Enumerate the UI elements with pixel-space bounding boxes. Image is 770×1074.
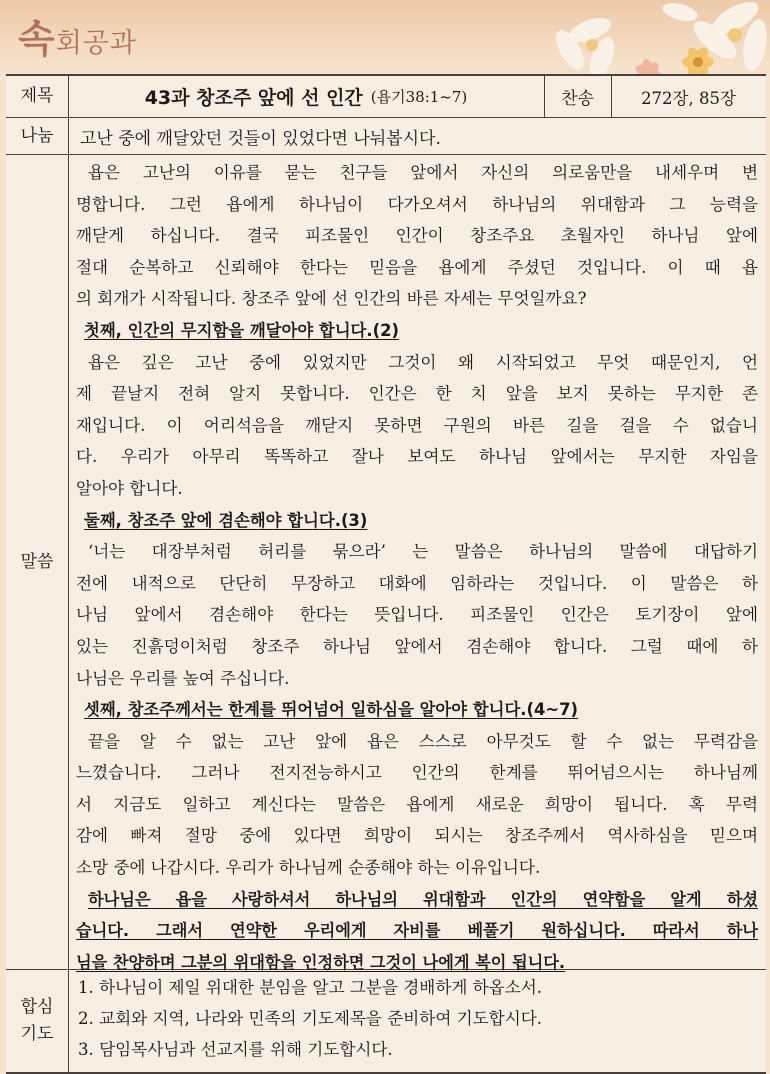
prayer-row — [6, 970, 766, 1072]
hymn-label: 찬송 — [544, 76, 612, 117]
page-title-big: 속 — [18, 17, 56, 61]
text-line: 서 지금도 일하고 계신다는 말씀은 욥에게 새로운 희망이 됩니다. 혹 무력 — [76, 794, 758, 814]
scripture-reference: (욥기38:1~7) — [370, 88, 468, 106]
text-line: 재입니다. 이 어리석음을 깨닫지 못하면 구원의 바른 길을 걸을 수 없습니 — [76, 415, 758, 435]
lesson-sheet — [6, 74, 766, 1074]
text-line: 소망 중에 나갑시다. 우리가 하나님께 순종해야 하는 이유입니다. — [76, 858, 541, 878]
text-line: ‘너는 대장부처럼 허리를 묶으라’ 는 말씀은 하나님의 말씀에 대답하기 — [88, 542, 758, 562]
point-heading: 첫째, 인간의 무지함을 깨달아야 합니다.(2) — [84, 320, 399, 340]
sermon-body — [76, 157, 758, 978]
text-line: 감에 빠져 절망 중에 있다면 희망이 되시는 창조주께서 역사하심을 믿으며 — [76, 826, 758, 846]
prayer-item: 2. 교회와 지역, 나라와 민족의 기도제목을 준비하여 기도합시다. — [78, 1009, 543, 1028]
flower-decoration-icon — [530, 0, 770, 74]
header-banner — [0, 0, 770, 74]
info-row — [6, 76, 766, 118]
prayer-item: 3. 담임목사님과 선교지를 위해 기도합시다. — [78, 1040, 393, 1059]
text-line: 깨닫게 하십니다. 결국 피조물인 인간이 창조주요 초월자인 하나님 앞에 — [76, 226, 758, 246]
point-heading: 셋째, 창조주께서는 한계를 뛰어넘어 일하심을 알아야 합니다.(4~7) — [84, 700, 579, 720]
text-line: 절대 순복하고 신뢰해야 한다는 믿음을 욥에게 주셨던 것입니다. 이 때 욥 — [76, 257, 758, 277]
hymn-numbers: 272장, 85장 — [641, 88, 736, 108]
text-line: 끝을 알 수 없는 고난 앞에 욥은 스스로 아무것도 할 수 없는 무력감을 — [88, 731, 758, 751]
text-line: 느꼈습니다. 그러나 전지전능하시고 인간의 한계를 뛰어넘으시는 하나님께 — [76, 763, 758, 783]
text-line: 명합니다. 그런 욥에게 하나님이 다가오셔서 하나님의 위대함과 그 능력을 — [76, 194, 758, 214]
prayer-item: 1. 하나님이 제일 위대한 분임을 알고 그분을 경배하게 하옵소서. — [78, 978, 543, 997]
text-line: 욥은 깊은 고난 중에 있었지만 그것이 왜 시작되었고 무엇 때문인지, 언 — [88, 352, 758, 372]
sermon-label: 말씀 — [6, 155, 69, 969]
title-label: 제목 — [6, 76, 69, 117]
sermon-row — [6, 155, 766, 970]
prayer-list — [78, 972, 758, 1065]
page-title-small: 회공과 — [55, 28, 137, 59]
prayer-label — [6, 970, 69, 1072]
prayer-label-line: 합심 — [20, 997, 54, 1017]
text-line: 제 끝날지 전혀 알지 못합니다. 인간은 한 치 앞을 보지 못하는 무지한 존 — [76, 384, 758, 404]
text-line: 다. 우리가 아무리 똑똑하고 잘나 보여도 하나님 앞에서는 무지한 자임을 — [76, 447, 758, 467]
share-question: 고난 중에 깨달았던 것들이 있었다면 나눠봅시다. — [80, 128, 441, 149]
share-row — [6, 118, 766, 155]
lesson-title: 43과 창조주 앞에 선 인간 — [144, 87, 363, 109]
text-line: 의 회개가 시작됩니다. 창조주 앞에 선 인간의 바른 자세는 무엇일까요? — [76, 289, 587, 309]
prayer-label-line: 기도 — [20, 1024, 54, 1044]
page-title — [18, 8, 137, 63]
lesson-title-cell — [68, 76, 545, 117]
text-line: 나님 앞에서 겸손해야 한다는 뜻입니다. 피조물인 인간은 토기장이 앞에 — [76, 605, 758, 625]
text-line: 알아야 합니다. — [76, 478, 183, 498]
text-line: 나님은 우리를 높여 주십니다. — [76, 668, 290, 688]
text-line: 욥은 고난의 이유를 묻는 친구들 앞에서 자신의 의로움만을 내세우며 변 — [88, 163, 758, 182]
text-line: 전에 내적으로 단단히 무장하고 대화에 임하라는 것입니다. 이 말씀은 하 — [76, 573, 758, 593]
share-label: 나눔 — [6, 118, 69, 154]
conclusion-line: 하나님은 욥을 사랑하셔서 하나님의 위대함과 인간의 연약함을 알게 하셨 — [88, 889, 758, 909]
conclusion-line: 습니다. 그래서 연약한 우리에게 자비를 베풀기 원하십니다. 따라서 하나 — [76, 921, 758, 941]
point-heading: 둘째, 창조주 앞에 겸손해야 합니다.(3) — [84, 510, 368, 530]
text-line: 있는 진흙덩이처럼 창조주 하나님 앞에서 겸손해야 합니다. 그럴 때에 하 — [76, 636, 758, 656]
conclusion-line: 님을 찬양하며 그분의 위대함을 인정하면 그것이 나에게 복이 됩니다. — [76, 952, 566, 972]
